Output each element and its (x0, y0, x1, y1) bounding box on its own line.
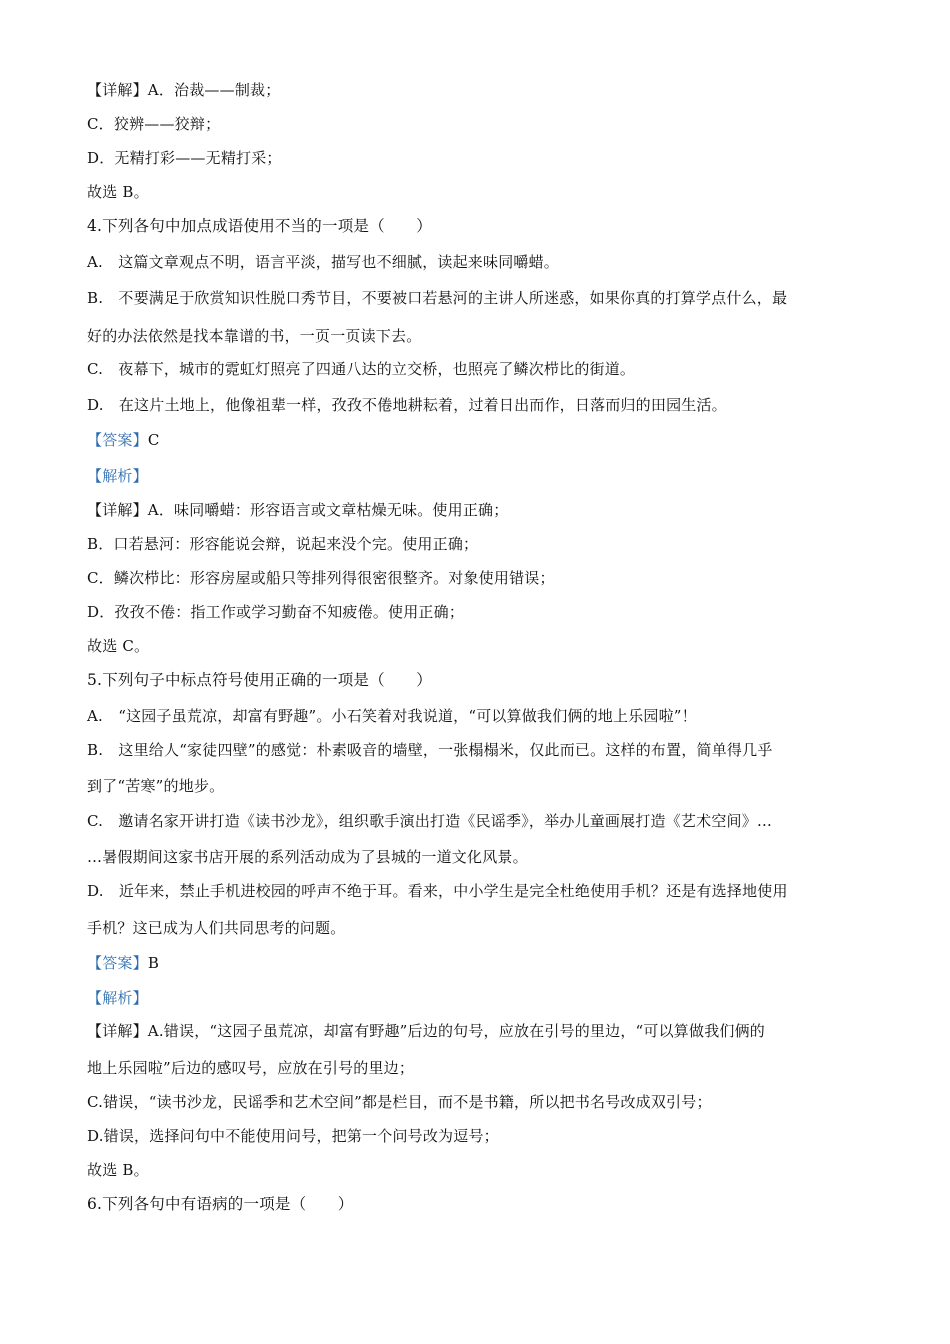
q4-analysis-tag: 【解析】 (87, 467, 148, 485)
q3-detail-a: 【详解】A．治裁——制裁； (87, 81, 281, 99)
q3-conclusion: 故选 B。 (87, 183, 149, 201)
q4-option-b-line1: B. 不要满足于欣赏知识性脱口秀节目，不要被口若悬河的主讲人所迷惑，如果你真的打算学点什么，最 (87, 289, 788, 307)
q4-detail-b: B．口若悬河：形容能说会辩，说起来没个完。使用正确； (87, 535, 479, 553)
q5-answer (87, 953, 159, 973)
q4-option-c: C. 夜幕下，城市的霓虹灯照亮了四通八达的立交桥，也照亮了鳞次栉比的街道。 (87, 360, 636, 378)
q4-detail-c: C．鳞次栉比：形容房屋或船只等排列得很密很整齐。对象使用错误； (87, 569, 555, 587)
q3-detail-c: C．狡辨——狡辩； (87, 115, 221, 133)
q4-detail-d: D．孜孜不倦：指工作或学习勤奋不知疲倦。使用正确； (87, 603, 465, 621)
q6-stem: 6.下列各句中有语病的一项是（ ） (87, 1195, 354, 1213)
q4-option-b-line2: 好的办法依然是找本靠谱的书，一页一页读下去。 (87, 327, 422, 345)
q5-conclusion: 故选 B。 (87, 1161, 149, 1179)
q4-stem: 4.下列各句中加点成语使用不当的一项是（ ） (87, 217, 432, 235)
q4-detail-a: 【详解】A．味同嚼蜡：形容语言或文章枯燥无味。使用正确； (87, 501, 509, 519)
q5-stem: 5.下列句子中标点符号使用正确的一项是（ ） (87, 671, 432, 689)
q5-detail-a-line2: 地上乐园啦”后边的感叹号，应放在引号的里边； (87, 1059, 415, 1077)
q5-analysis-tag: 【解析】 (87, 989, 148, 1007)
q5-detail-a-line1: 【详解】A.错误，“这园子虽荒凉，却富有野趣”后边的句号，应放在引号的里边，“可以算做我们俩的 (87, 1022, 766, 1040)
answer-tag: 【答案】 (87, 954, 148, 972)
q5-option-b-line1: B. 这里给人“家徒四壁”的感觉：朴素吸音的墙壁，一张榻榻米，仅此而已。这样的布置，简单得几乎 (87, 741, 773, 759)
q4-conclusion: 故选 C。 (87, 637, 150, 655)
q5-option-c-line1: C. 邀请名家开讲打造《读书沙龙》，组织歌手演出打造《民谣季》，举办儿童画展打造《艺术空间》… (87, 812, 773, 830)
q3-detail-d: D．无精打彩——无精打采； (87, 149, 282, 167)
answer-tag: 【答案】 (87, 431, 148, 449)
q5-option-c-line2: …暑假期间这家书店开展的系列活动成为了县城的一道文化风景。 (87, 848, 528, 866)
q5-option-b-line2: 到了“苦寒”的地步。 (87, 777, 225, 795)
q5-option-a: A. “这园子虽荒凉，却富有野趣”。小石笑着对我说道，“可以算做我们俩的地上乐园啦”！ (87, 707, 697, 725)
q5-option-d-line2: 手机？这已成为人们共同思考的问题。 (87, 919, 346, 937)
q5-detail-c: C.错误，“读书沙龙，民谣季和艺术空间”都是栏目，而不是书籍，所以把书名号改成双引号； (87, 1093, 712, 1111)
answer-value: C (147, 431, 160, 449)
q4-option-a: A. 这篇文章观点不明，语言平淡，描写也不细腻，读起来味同嚼蜡。 (87, 253, 560, 271)
q4-option-d: D. 在这片土地上，他像祖辈一样，孜孜不倦地耕耘着，过着日出而作，日落而归的田园生活。 (87, 396, 727, 414)
q5-option-d-line1: D. 近年来，禁止手机进校园的呼声不绝于耳。看来，中小学生是完全杜绝使用手机？还是有选择地使用 (87, 882, 788, 900)
q4-answer (87, 430, 160, 450)
q5-detail-d: D.错误，选择问句中不能使用问号，把第一个问号改为逗号； (87, 1127, 499, 1145)
answer-value: B (147, 954, 160, 972)
